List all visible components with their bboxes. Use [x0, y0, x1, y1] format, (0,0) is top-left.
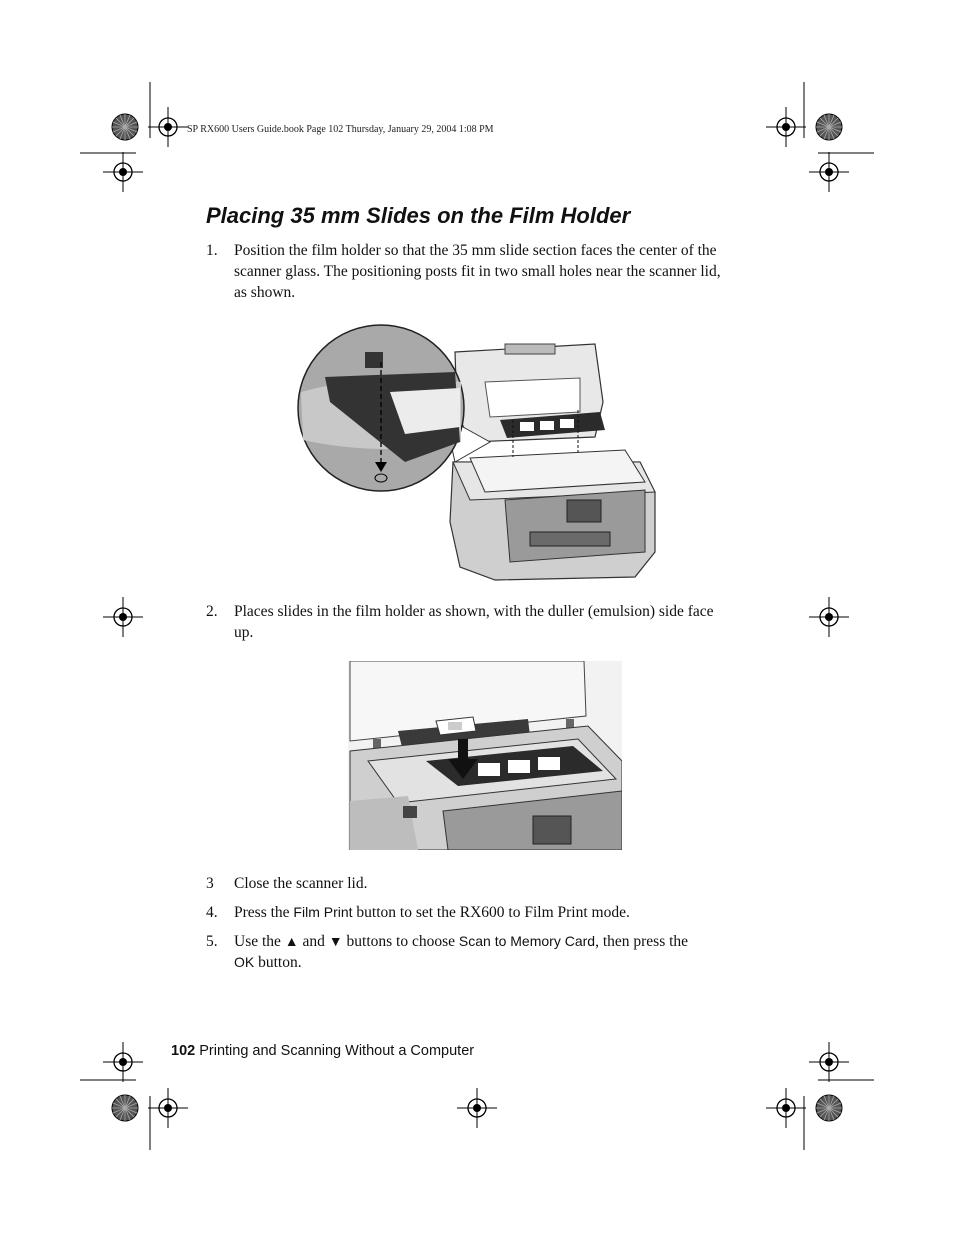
step-text-line: scanner glass. The positioning posts fit in two small holes near the scanner lid,	[234, 263, 721, 280]
step-text-line: Position the film holder so that the 35 mm slide section faces the center of the	[234, 242, 717, 259]
footer-section-title: Printing and Scanning Without a Computer	[199, 1043, 475, 1059]
step-4	[206, 902, 766, 924]
step-number: 3	[206, 875, 214, 892]
placing-slides-illustration	[348, 661, 622, 850]
scan-to-memory-card-label: Scan to Memory Card	[458, 933, 596, 949]
page-number: 102	[171, 1043, 196, 1059]
step-2	[206, 601, 766, 645]
step-text-line: Places slides in the film holder as shown, with the duller (emulsion) side face	[234, 603, 714, 620]
page-footer	[171, 1043, 474, 1059]
section-title: Placing 35 mm Slides on the Film Holder	[206, 203, 631, 228]
step-5	[206, 931, 766, 975]
step-number: 4.	[206, 904, 218, 921]
step-1	[206, 240, 766, 306]
ok-button-label: OK	[234, 954, 255, 970]
film-print-button-label: Film Print	[293, 904, 353, 920]
down-arrow-icon: ▼	[328, 933, 343, 949]
step-number: 1.	[206, 242, 218, 259]
step-text-line: Use the ▲ and ▼ buttons to choose Scan to Memory Card, then press the	[234, 933, 689, 950]
step-text-line: as shown.	[234, 284, 296, 301]
step-text: Close the scanner lid.	[234, 875, 368, 892]
step-text: Press the Film Print button to set the RX600 to Film Print mode.	[234, 904, 630, 921]
step-text-line: OK button.	[234, 954, 302, 971]
film-holder-positioning-illustration	[295, 322, 660, 582]
step-text-line: up.	[234, 624, 254, 641]
step-number: 2.	[206, 603, 218, 620]
step-number: 5.	[206, 933, 218, 950]
step-3	[206, 873, 766, 895]
up-arrow-icon: ▲	[284, 933, 299, 949]
slug-line: SP RX600 Users Guide.book Page 102 Thursday, January 29, 2004 1:08 PM	[187, 124, 494, 135]
